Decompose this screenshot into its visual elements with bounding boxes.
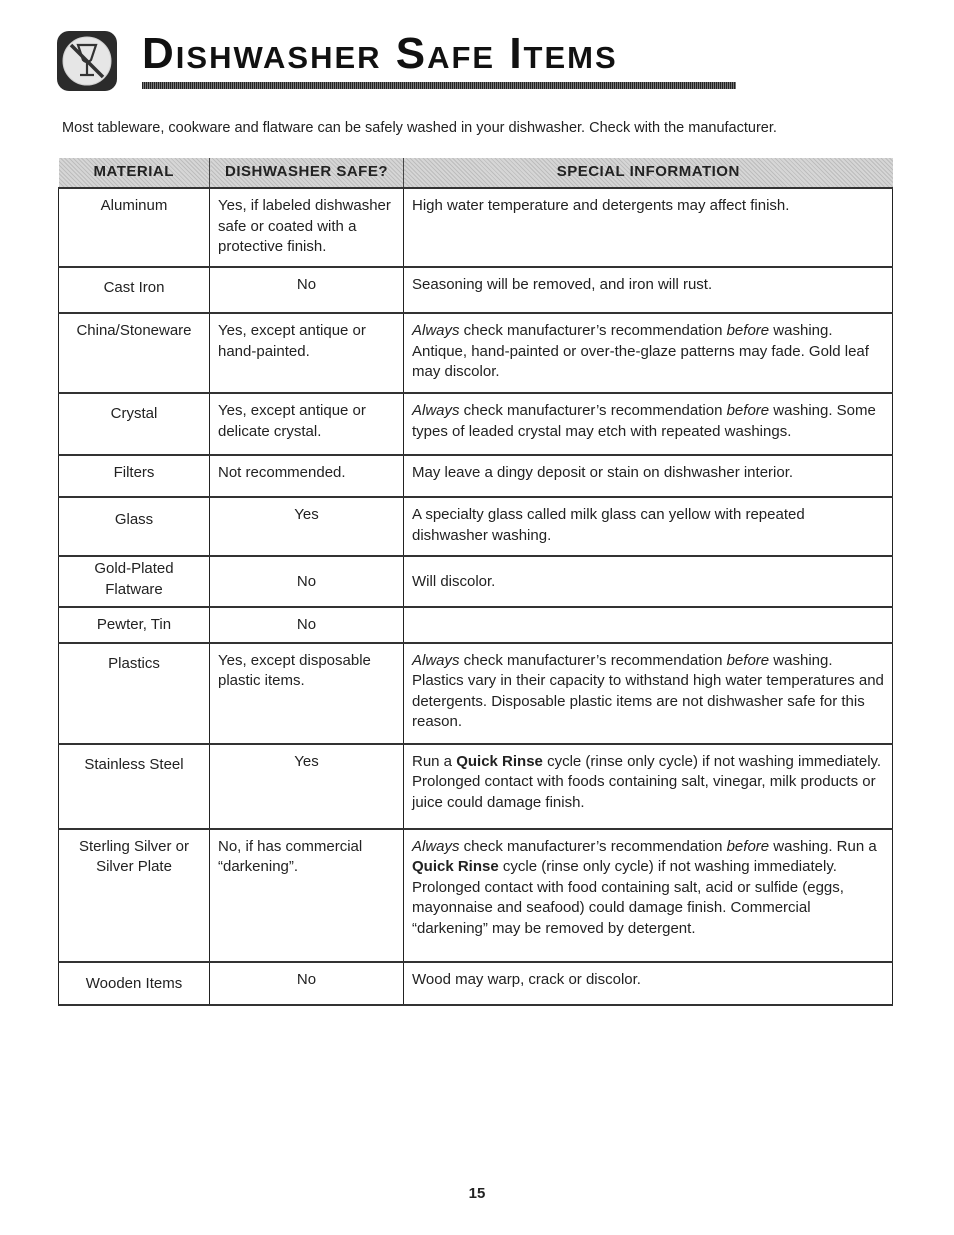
info-emphasis: before — [726, 402, 770, 419]
info-cell: Wood may warp, crack or discolor. — [404, 962, 893, 1005]
header-special-information: SPECIAL INFORMATION — [404, 158, 893, 188]
title-underline — [142, 82, 736, 89]
info-text: washing. Run a — [769, 837, 877, 855]
info-text: cycle (rinse only cycle) if not washing immediately. Prolonged contact with foods containing salt, vinegar, milk products or juice could damage finish. — [412, 752, 882, 811]
page-number: 15 — [468, 1185, 486, 1202]
table-row — [59, 643, 893, 744]
info-text: check manufacturer’s recommendation — [459, 402, 727, 419]
table-row — [59, 744, 893, 829]
safe-cell: No — [210, 556, 404, 607]
safe-cell: Yes, except disposable plastic items. — [210, 643, 404, 744]
safe-cell: Yes, except antique or hand-painted. — [210, 313, 404, 393]
info-cell: Will discolor. — [404, 556, 893, 607]
material-label: Plastics — [108, 654, 160, 672]
table-row — [59, 267, 893, 313]
info-text: Run a — [412, 752, 457, 770]
material-cell — [59, 744, 210, 829]
dishwasher-safe-table — [58, 158, 893, 1006]
safe-cell: Yes, if labeled dishwasher safe or coated with a protective finish. — [210, 188, 404, 267]
info-cell — [404, 607, 893, 643]
material-cell: Filters — [59, 455, 210, 497]
material-cell — [59, 643, 210, 744]
material-cell: Sterling Silver or Silver Plate — [59, 829, 210, 962]
table-row — [59, 607, 893, 643]
info-emphasis: Always — [412, 322, 460, 339]
info-text: washing. Plastics vary in their capacity to withstand high water temperatures and detergents. Disposable plastic items are not dishwasher safe for this reason. — [412, 651, 884, 730]
safe-cell: Yes — [210, 744, 404, 829]
safe-cell: Not recommended. — [210, 455, 404, 497]
table-row — [59, 455, 893, 497]
table-row — [59, 188, 893, 267]
material-cell: Gold-Plated Flatware — [59, 556, 210, 607]
material-label: Cast Iron — [103, 279, 165, 296]
safe-cell: No, if has commercial “darkening”. — [210, 829, 404, 962]
table-row — [59, 962, 893, 1005]
material-cell — [59, 267, 210, 313]
page-header — [56, 26, 696, 92]
page-title: Dishwasher Safe Items — [142, 29, 618, 78]
table-row — [59, 313, 893, 393]
info-cell — [404, 829, 893, 962]
info-text: washing. Antique, hand-painted or over-the-glaze patterns may fade. Gold leaf may discolor. — [412, 322, 869, 380]
info-cell — [404, 643, 893, 744]
quick-rinse-label: Quick Rinse — [412, 858, 499, 875]
info-text: cycle (rinse only cycle) if not washing immediately. Prolonged contact with food containing salt, acid or sulfide (eggs, mayonnaise and seafood) could damage finish. Commercial “darkening” may be removed by detergent. — [412, 858, 844, 937]
info-cell: A specialty glass called milk glass can yellow with repeated dishwasher washing. — [404, 497, 893, 556]
info-cell — [404, 313, 893, 393]
material-cell: Aluminum — [59, 188, 210, 267]
info-emphasis: before — [726, 651, 770, 669]
info-cell: May leave a dingy deposit or stain on dishwasher interior. — [404, 455, 893, 497]
safe-cell: Yes — [210, 497, 404, 556]
material-label: Stainless Steel — [84, 755, 184, 773]
info-cell: High water temperature and detergents may affect finish. — [404, 188, 893, 267]
material-cell — [59, 962, 210, 1005]
safe-cell: No — [210, 267, 404, 313]
info-cell — [404, 393, 893, 455]
info-emphasis: before — [726, 837, 770, 855]
safe-cell: No — [210, 962, 404, 1005]
no-wine-glass-icon — [56, 30, 118, 92]
material-cell: China/Stoneware — [59, 313, 210, 393]
material-cell: Pewter, Tin — [59, 607, 210, 643]
safe-cell: Yes, except antique or delicate crystal. — [210, 393, 404, 455]
info-text: check manufacturer’s recommendation — [459, 837, 727, 855]
safe-cell: No — [210, 607, 404, 643]
header-dishwasher-safe: DISHWASHER SAFE? — [210, 158, 404, 188]
material-cell — [59, 393, 210, 455]
material-label: Glass — [114, 511, 154, 528]
material-cell — [59, 497, 210, 556]
info-text: check manufacturer’s recommendation — [459, 322, 727, 339]
table-row — [59, 393, 893, 455]
info-cell — [404, 744, 893, 829]
info-emphasis: Always — [412, 837, 460, 855]
info-emphasis: Always — [412, 651, 460, 669]
info-emphasis: Always — [412, 402, 460, 419]
header-material: MATERIAL — [59, 158, 210, 188]
table-header-row — [59, 158, 893, 188]
material-label: Crystal — [110, 405, 158, 422]
table-row — [59, 556, 893, 607]
info-text: check manufacturer’s recommendation — [459, 651, 727, 669]
info-text: washing. Some types of leaded crystal may etch with repeated washings. — [412, 402, 876, 440]
material-label: Wooden Items — [85, 974, 183, 992]
info-emphasis: before — [726, 322, 770, 339]
intro-text: Most tableware, cookware and flatware can be safely washed in your dishwasher. Check with the manufacturer. — [62, 120, 777, 136]
table-row — [59, 829, 893, 962]
quick-rinse-label: Quick Rinse — [456, 752, 543, 770]
table-row — [59, 497, 893, 556]
info-cell: Seasoning will be removed, and iron will rust. — [404, 267, 893, 313]
